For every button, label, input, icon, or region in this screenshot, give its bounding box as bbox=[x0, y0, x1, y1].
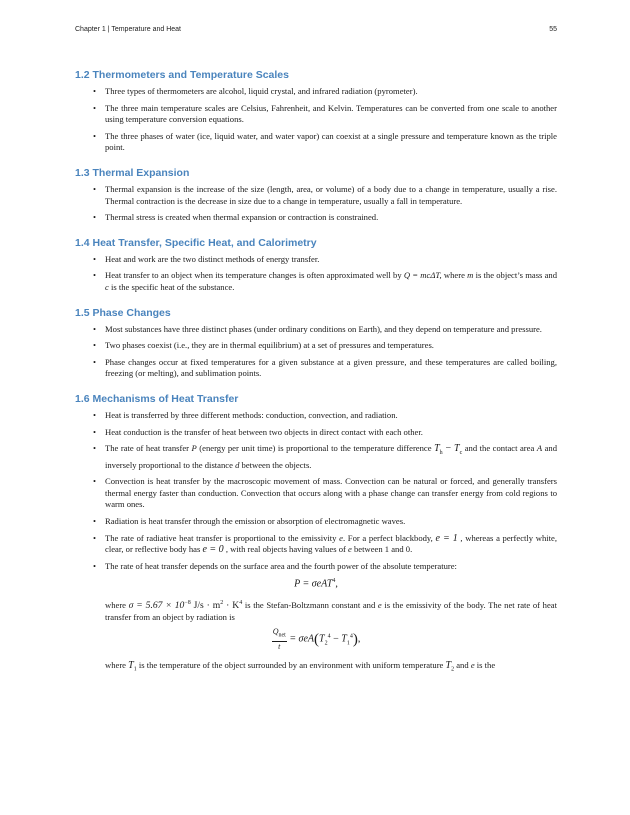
var-m: m bbox=[467, 270, 474, 281]
equation-th-tc bbox=[434, 443, 463, 457]
list-item bbox=[75, 533, 557, 556]
section-heading: 1.6 Mechanisms of Heat Transfer bbox=[75, 392, 239, 405]
text-span: is the temperature of the object surrounded by an environment with uniform temperature bbox=[136, 659, 446, 670]
var-e: e bbox=[348, 544, 352, 555]
punctuation: , bbox=[357, 633, 361, 645]
bullet-list bbox=[75, 324, 557, 380]
var-e: e bbox=[339, 532, 343, 543]
list-item: • Three types of thermometers are alcohol, liquid crystal, and infrared radiation (pyrometer). bbox=[75, 86, 557, 98]
superscript: 4 bbox=[349, 633, 353, 640]
list-item: • Thermal expansion is the increase of the size (length, area, or volume) of a body due to a change in temperature, usually a rise. Thermal contraction is the decrease in size due to a change in temperature, usually a fall in temperature. bbox=[75, 184, 557, 207]
equation-e-0: e = 0 bbox=[202, 544, 224, 556]
text-span: where bbox=[105, 599, 129, 610]
var-e: e bbox=[470, 659, 475, 670]
subscript: 2 bbox=[324, 640, 328, 647]
page-header bbox=[75, 26, 557, 38]
text-span: is the emissivity of the body. The net rate of heat transfer from an object by radiation is bbox=[105, 599, 557, 622]
equation-text: P = σeAT bbox=[294, 578, 333, 590]
text-span: between 1 and 0. bbox=[351, 544, 413, 555]
page-content bbox=[75, 68, 557, 680]
list-item bbox=[75, 270, 557, 293]
text-span: The rate of heat transfer bbox=[105, 443, 192, 454]
list-item: • The three main temperature scales are Celsius, Fahrenheit, and Kelvin. Temperatures can be converted from one scale to another using temperature conversion equations. bbox=[75, 103, 557, 126]
text-span: is the bbox=[474, 659, 496, 670]
var-t: T bbox=[341, 633, 347, 645]
text-span: where bbox=[105, 659, 129, 670]
list-item: • Heat and work are the two distinct methods of energy transfer. bbox=[75, 254, 557, 266]
text-span: (energy per unit time) is proportional to the temperature difference bbox=[196, 443, 435, 454]
subscript: c bbox=[459, 450, 463, 457]
open-paren: ( bbox=[314, 631, 320, 648]
fraction-numerator bbox=[272, 627, 287, 642]
superscript: 4 bbox=[332, 578, 336, 585]
chapter-title: Chapter 1 | Temperature and Heat bbox=[75, 26, 181, 33]
list-item: • Heat is transferred by three different methods: conduction, convection, and radiation. bbox=[75, 410, 557, 422]
list-item: • Convection is heat transfer by the macroscopic movement of mass. Convection can be natural or forced, and generally transfers thermal energy faster than conduction. Convection that occurs along with a phase change can transfer energy from cold regions to warm ones. bbox=[75, 476, 557, 511]
text-span: is the specific heat of the substance. bbox=[108, 281, 235, 292]
list-item: • Heat conduction is the transfer of heat between two objects in direct contact with each other. bbox=[75, 427, 557, 439]
list-item: • Most substances have three distinct phases (under ordinary conditions on Earth), and they depend on temperature and pressure. bbox=[75, 324, 557, 336]
list-item: • The three phases of water (ice, liquid water, and water vapor) can coexist at a single pressure and temperature known as the triple point. bbox=[75, 131, 557, 154]
equation-q-mc-dt: Q = mcΔT, bbox=[403, 270, 442, 281]
list-item bbox=[75, 443, 557, 471]
equation-net-radiation bbox=[75, 627, 557, 652]
section-heading: 1.2 Thermometers and Temperature Scales bbox=[75, 69, 289, 81]
equation-e-1: e = 1 bbox=[435, 532, 458, 544]
superscript: 4 bbox=[327, 633, 331, 640]
list-item: • The rate of heat transfer depends on the surface area and the fourth power of the absolute temperature: bbox=[75, 561, 557, 573]
minus-sign: − bbox=[330, 633, 342, 645]
units-text: J/s · m bbox=[190, 599, 221, 611]
text-span: Heat transfer to an object when its temperature changes is often approximated well by bbox=[105, 270, 404, 281]
var-t: T bbox=[319, 633, 325, 645]
superscript: −8 bbox=[184, 599, 191, 606]
var-d: d bbox=[235, 459, 240, 470]
var-t: T bbox=[434, 443, 440, 455]
text-span: and bbox=[454, 659, 471, 670]
var-t: T bbox=[445, 659, 452, 671]
fraction-q-net-over-t bbox=[272, 627, 287, 652]
subscript: 2 bbox=[451, 666, 455, 673]
superscript: 2 bbox=[220, 599, 224, 606]
text-span: . For a perfect blackbody, bbox=[342, 532, 436, 543]
text-span: and the contact area bbox=[462, 443, 537, 454]
subscript: 1 bbox=[133, 666, 137, 673]
list-item: • Radiation is heat transfer through the emission or absorption of electromagnetic waves. bbox=[75, 516, 557, 528]
var-c: c bbox=[105, 281, 109, 292]
text-span: is the Stefan-Boltzmann constant and bbox=[242, 599, 378, 610]
text-span: The rate of radiative heat transfer is proportional to the emissivity bbox=[105, 532, 340, 543]
var-e: e bbox=[377, 599, 382, 610]
text-span: is the object’s mass and bbox=[473, 270, 558, 281]
section-heading: 1.4 Heat Transfer, Specific Heat, and Calorimetry bbox=[75, 236, 317, 249]
list-item: • Phase changes occur at fixed temperatures for a given substance at a given pressure, and these temperatures are called boiling, freezing (or melting), and sublimation points. bbox=[75, 357, 557, 380]
bullet-list bbox=[75, 184, 557, 224]
text-span: , with real objects having values of bbox=[223, 544, 349, 555]
page-number: 55 bbox=[549, 26, 557, 33]
text-span: and inversely proportional to the distance bbox=[105, 443, 557, 470]
var-t: T bbox=[128, 659, 134, 671]
close-paren: ) bbox=[352, 631, 358, 648]
equation-text: = σeA bbox=[286, 633, 315, 645]
list-item: • Two phases coexist (i.e., they are in thermal equilibrium) at a set of pressures and temperatures. bbox=[75, 340, 557, 352]
var-q: Q bbox=[272, 627, 279, 637]
var-a: A bbox=[536, 443, 543, 454]
equation-sigma bbox=[129, 600, 243, 611]
superscript: 4 bbox=[239, 599, 243, 606]
bullet-list bbox=[75, 86, 557, 154]
var-p: P bbox=[191, 443, 197, 454]
punctuation: , bbox=[335, 578, 338, 590]
var-t: T bbox=[454, 443, 460, 455]
last-paragraph bbox=[75, 660, 557, 676]
text-span: where bbox=[441, 270, 468, 281]
text-span: between the objects. bbox=[239, 459, 312, 470]
units-text: · K bbox=[223, 599, 240, 611]
bullet-list bbox=[75, 254, 557, 294]
text-span: , whereas a perfectly white, clear, or reflective body has bbox=[105, 532, 558, 555]
subscript: 1 bbox=[346, 640, 350, 647]
subscript: net bbox=[278, 632, 286, 639]
bullet-list bbox=[75, 410, 557, 573]
subscript: h bbox=[439, 450, 443, 457]
fraction-denominator: t bbox=[278, 641, 281, 651]
equation-stefan-boltzmann bbox=[75, 574, 557, 591]
list-item: • Thermal stress is created when thermal expansion or contraction is constrained. bbox=[75, 212, 557, 224]
section-heading: 1.3 Thermal Expansion bbox=[75, 166, 190, 179]
equation-text: σ = 5.67 × 10 bbox=[128, 599, 185, 611]
minus-sign: − bbox=[442, 443, 454, 455]
section-heading: 1.5 Phase Changes bbox=[75, 306, 171, 319]
sigma-paragraph bbox=[75, 598, 557, 623]
